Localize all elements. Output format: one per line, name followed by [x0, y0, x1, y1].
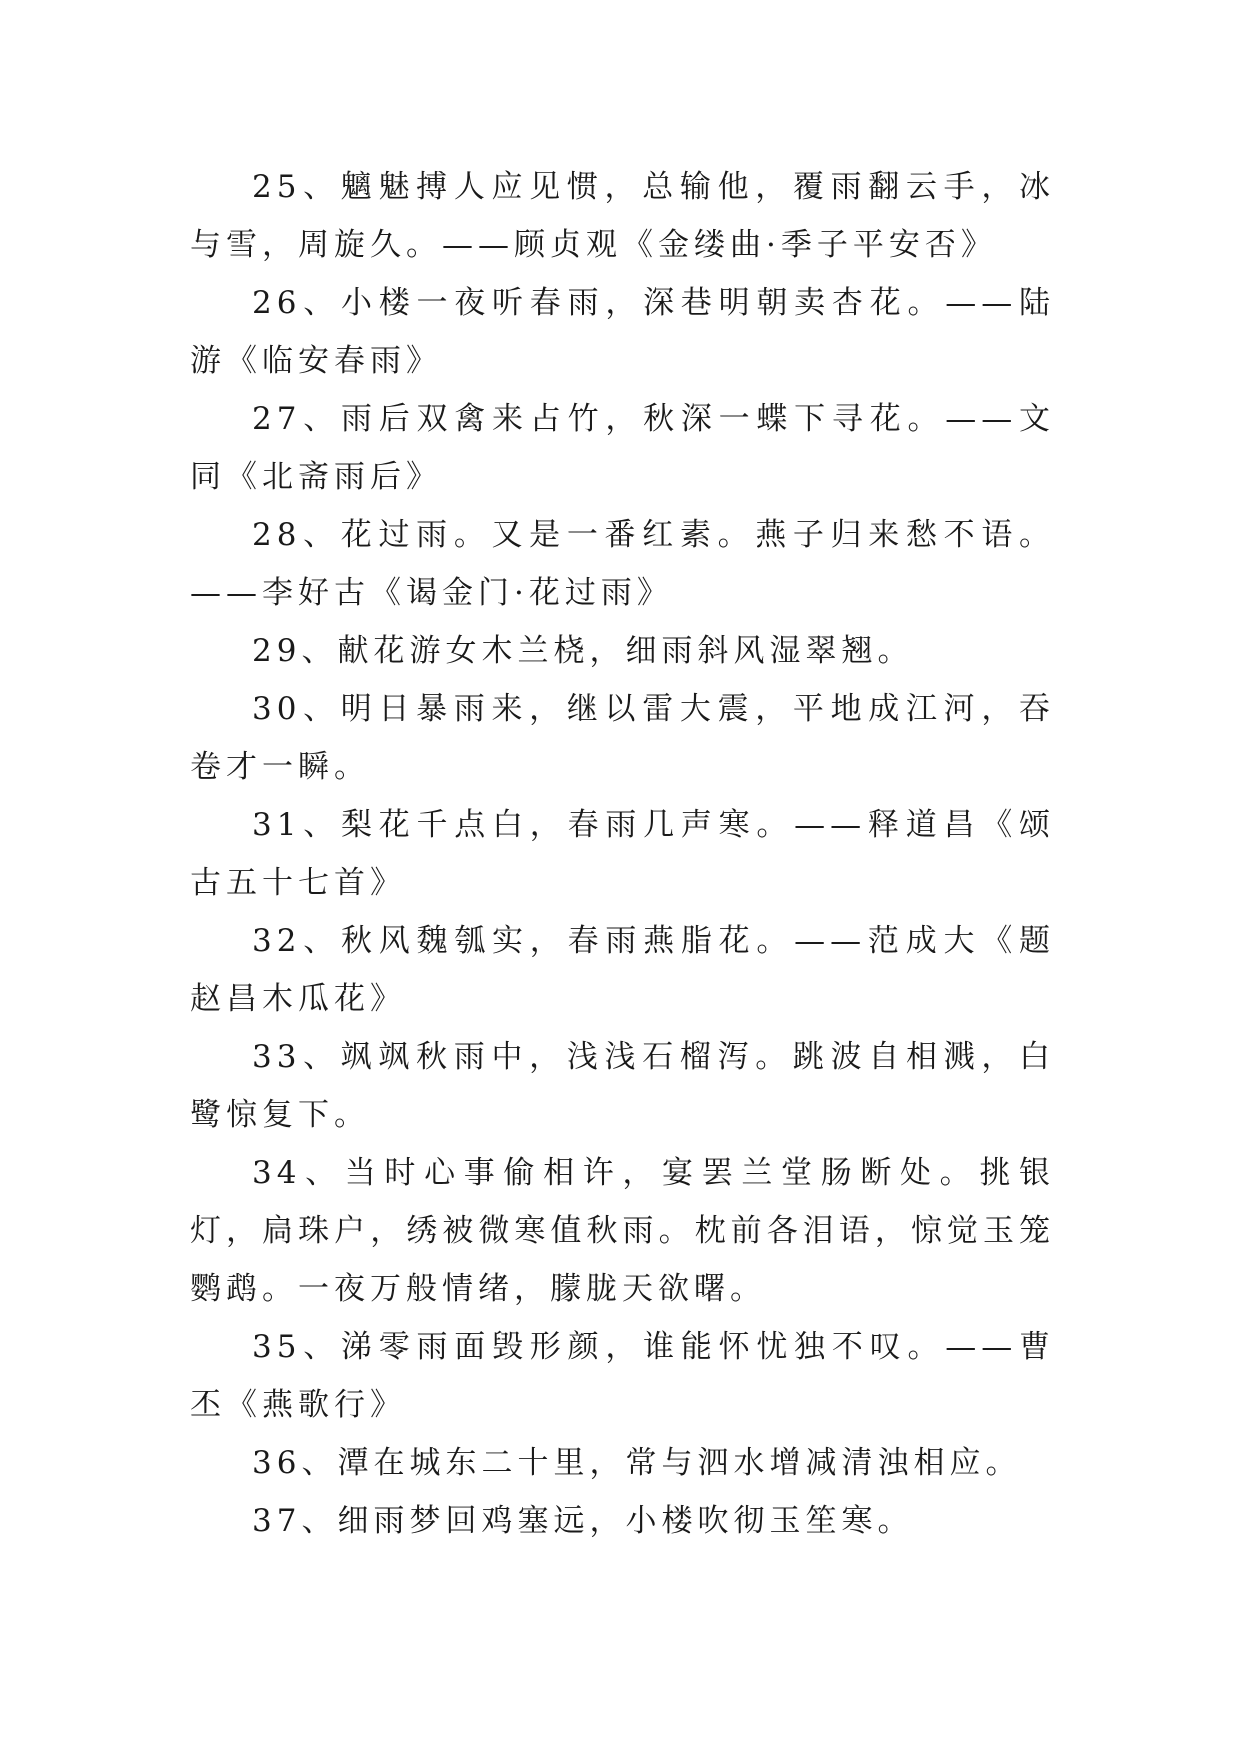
poem-line-34: 34、当时心事偷相许，宴罢兰堂肠断处。挑银灯，扃珠户，绣被微寒值秋雨。枕前各泪语，惊觉玉笼鹦鹉。一夜万般情绪，朦胧天欲曙。	[190, 1155, 1055, 1307]
poem-line-30: 30、明日暴雨来，继以雷大震，平地成江河，吞卷才一瞬。	[190, 691, 1055, 785]
poem-line-28: 28、花过雨。又是一番红素。燕子归来愁不语。——李好古《谒金门·花过雨》	[190, 517, 1055, 611]
poem-line-32: 32、秋风魏瓠实，春雨燕脂花。——范成大《题赵昌木瓜花》	[190, 923, 1055, 1017]
poem-line-36: 36、潭在城东二十里，常与泗水增减清浊相应。	[252, 1445, 1022, 1481]
poem-line-31: 31、梨花千点白，春雨几声寒。——释道昌《颂古五十七首》	[190, 807, 1055, 901]
poem-line-29: 29、献花游女木兰桡，细雨斜风湿翠翘。	[252, 633, 914, 669]
poem-line-35: 35、涕零雨面毁形颜，谁能怀忧独不叹。——曹丕《燕歌行》	[190, 1329, 1055, 1423]
poem-line-25: 25、魑魅搏人应见惯，总输他，覆雨翻云手，冰与雪，周旋久。——顾贞观《金缕曲·季子平安否》	[190, 169, 1055, 263]
poem-line-33: 33、飒飒秋雨中，浅浅石榴泻。跳波自相溅，白鹭惊复下。	[190, 1039, 1055, 1133]
poem-line-27: 27、雨后双禽来占竹，秋深一蝶下寻花。——文同《北斋雨后》	[190, 401, 1055, 495]
document-page	[190, 158, 1055, 1550]
poem-line-26: 26、小楼一夜听春雨，深巷明朝卖杏花。——陆游《临安春雨》	[190, 285, 1055, 379]
poem-line-37: 37、细雨梦回鸡塞远，小楼吹彻玉笙寒。	[252, 1503, 914, 1539]
